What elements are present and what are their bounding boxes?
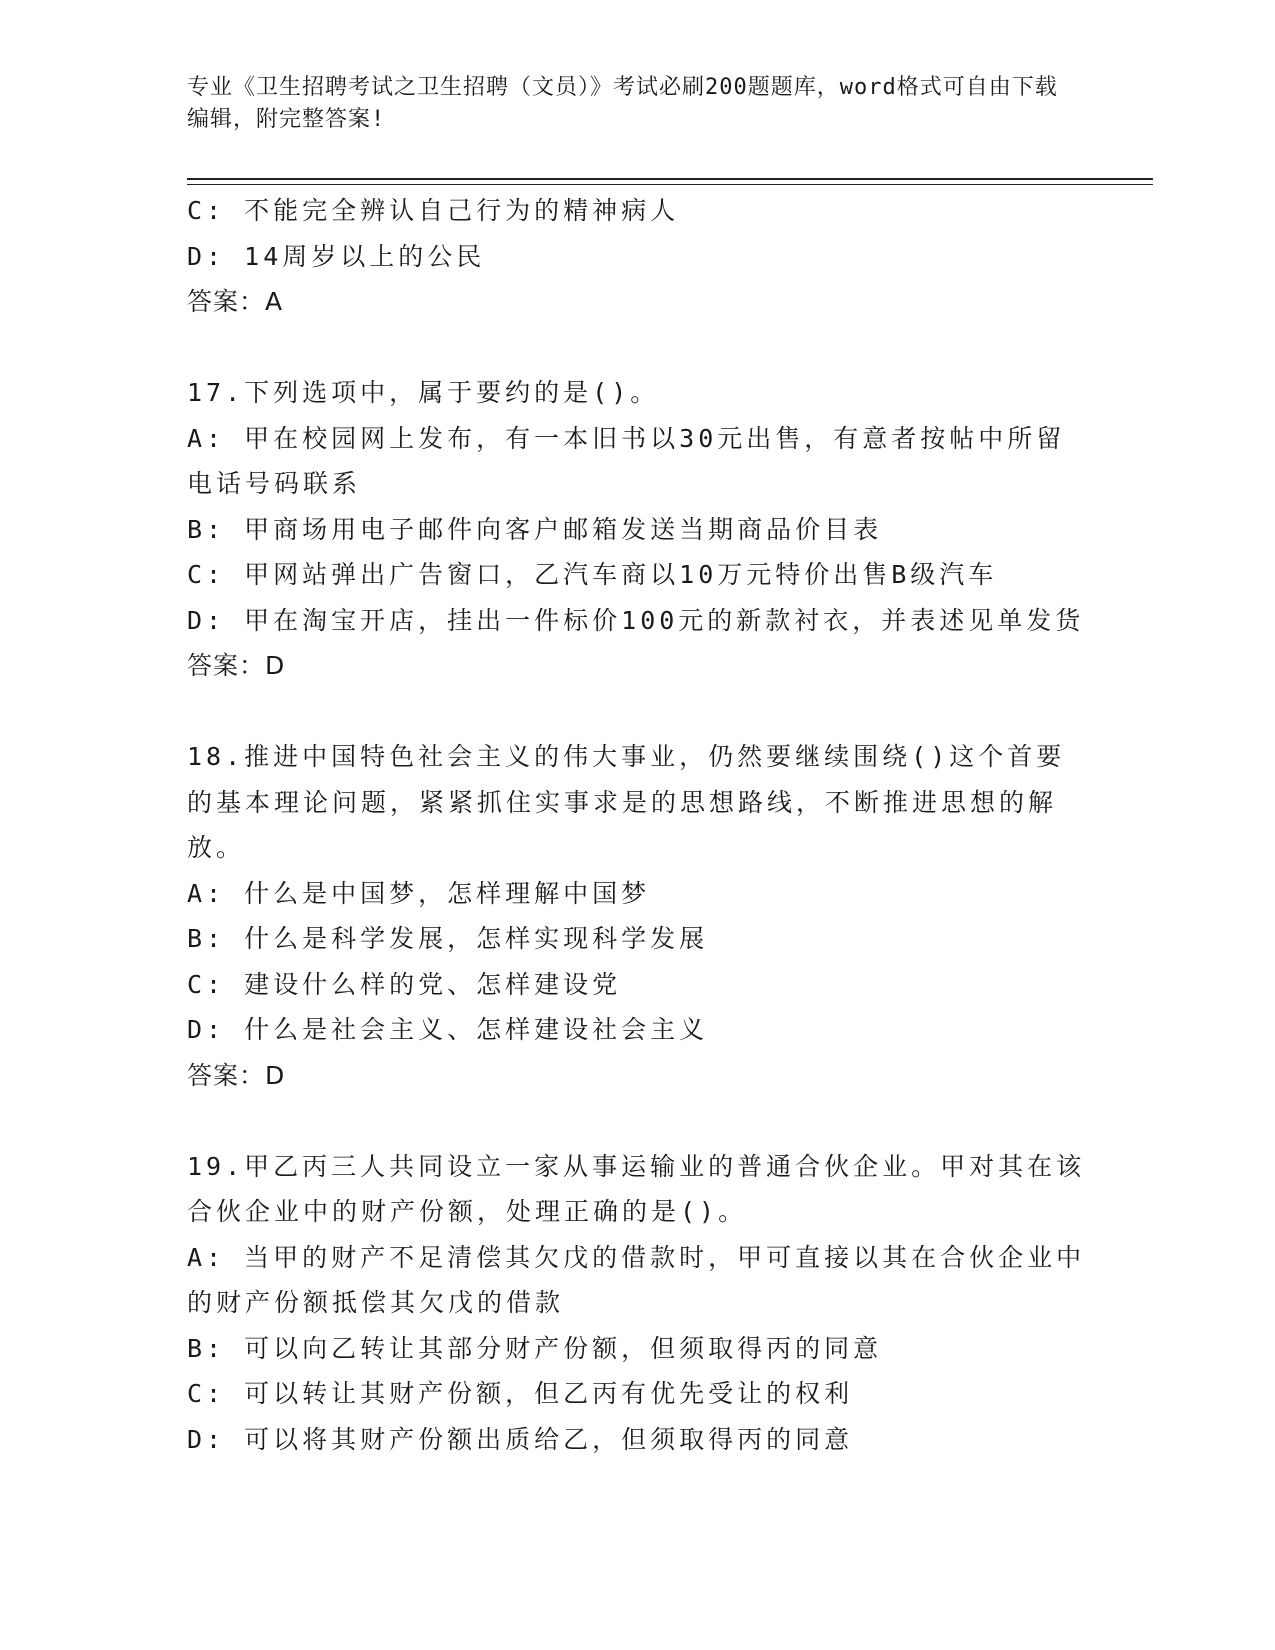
option-a: A: 当甲的财产不足清偿其欠戊的借款时，甲可直接以其在合伙企业中的财产份额抵偿其欠戊的借款 xyxy=(187,1242,1086,1317)
option-d: D: 甲在淘宝开店，挂出一件标价100元的新款衬衣，并表述见单发货 xyxy=(187,605,1085,635)
spacer xyxy=(187,689,1087,735)
option-c: C: 甲网站弹出广告窗口，乙汽车商以10万元特价出售B级汽车 xyxy=(187,560,998,589)
spacer xyxy=(187,1098,1087,1144)
previous-question-tail xyxy=(187,188,1087,325)
option-a: A: 什么是中国梦，怎样理解中国梦 xyxy=(187,878,651,908)
option-c: C: 不能完全辨认自己行为的精神病人 xyxy=(187,196,680,225)
answer-line: 答案：A xyxy=(187,287,284,316)
question-17 xyxy=(187,370,1087,689)
question-content xyxy=(187,188,1087,1462)
option-c: C: 建设什么样的党、怎样建设党 xyxy=(187,969,622,999)
header-divider-thin xyxy=(187,184,1153,185)
option-a: A: 甲在校园网上发布，有一本旧书以30元出售，有意者按帖中所留电话号码联系 xyxy=(187,423,1066,498)
question-19 xyxy=(187,1144,1087,1463)
answer-line: 答案：D xyxy=(187,651,286,680)
option-d: D: 可以将其财产份额出质给乙，但须取得丙的同意 xyxy=(187,1424,854,1454)
header-divider-thick xyxy=(187,178,1153,180)
option-b: B: 什么是科学发展，怎样实现科学发展 xyxy=(187,924,709,953)
option-b: B: 可以向乙转让其部分财产份额，但须取得丙的同意 xyxy=(187,1333,883,1363)
question-text: 19.甲乙丙三人共同设立一家从事运输业的普通合伙企业。甲对其在该合伙企业中的财产份额，处理正确的是()。 xyxy=(187,1151,1086,1226)
option-d: D: 什么是社会主义、怎样建设社会主义 xyxy=(187,1015,709,1044)
document-header: 专业《卫生招聘考试之卫生招聘（文员）》考试必刷200题题库，word格式可自由下载编辑，附完整答案! xyxy=(187,75,1058,132)
question-text: 17.下列选项中，属于要约的是()。 xyxy=(187,378,660,407)
spacer xyxy=(187,325,1087,371)
option-b: B: 甲商场用电子邮件向客户邮箱发送当期商品价目表 xyxy=(187,514,883,544)
option-d: D: 14周岁以上的公民 xyxy=(187,241,486,271)
option-c: C: 可以转让其财产份额，但乙丙有优先受让的权利 xyxy=(187,1379,854,1408)
answer-line: 答案：D xyxy=(187,1060,286,1090)
question-text: 18.推进中国特色社会主义的伟大事业，仍然要继续围绕()这个首要的基本理论问题，紧紧抓住实事求是的思想路线，不断推进思想的解放。 xyxy=(187,742,1066,862)
question-18 xyxy=(187,734,1087,1098)
